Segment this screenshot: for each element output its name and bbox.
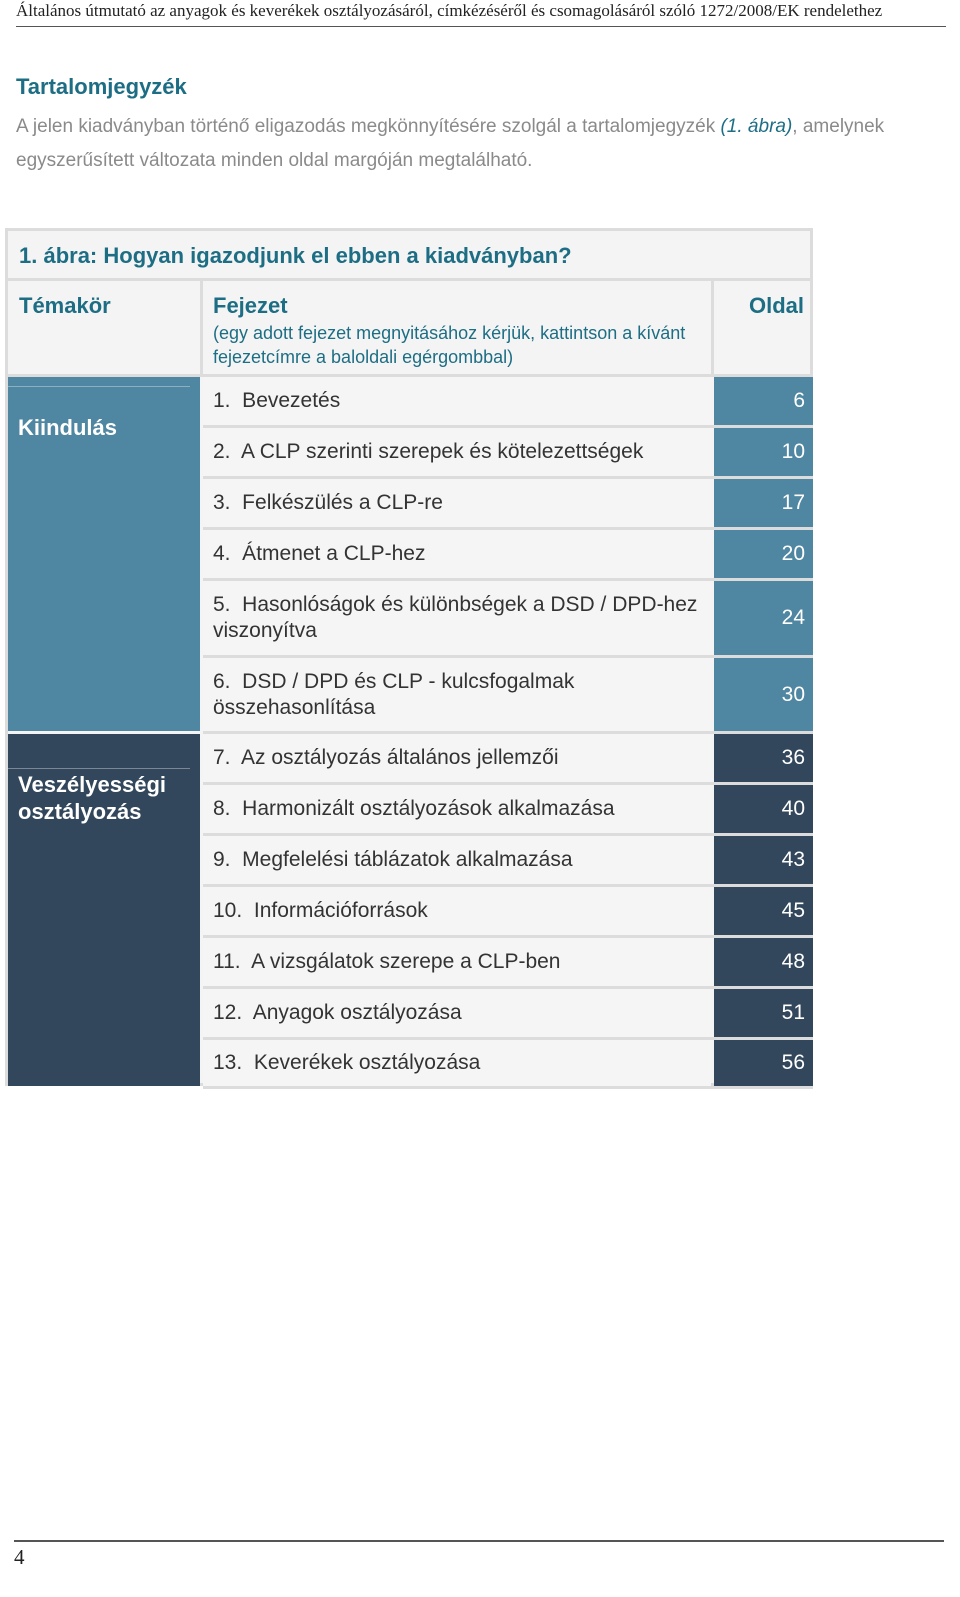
page-number: 4 (14, 1545, 25, 1569)
intro-text-before: A jelen kiadványban történő eligazodás megkönnyítésére szolgál a tartalomjegyzék (16, 116, 721, 137)
topic-label: Kiindulás (18, 415, 118, 440)
chapter-link[interactable] (203, 836, 711, 884)
toc-row (203, 428, 813, 479)
intro-paragraph (16, 110, 916, 178)
column-header-page: Oldal (749, 293, 805, 318)
section-title: Tartalomjegyzék (16, 74, 187, 99)
chapter-title: 3. Felkészülés a CLP-re (213, 491, 443, 514)
intro-text-after: , amelynek egyszerűsített változata minden oldal margóján megtalálható. (16, 116, 885, 171)
topic-divider (8, 386, 190, 387)
toc-row (203, 734, 813, 785)
chapter-page-number[interactable]: 56 (714, 1040, 813, 1086)
chapter-title: 4. Átmenet a CLP-hez (213, 542, 426, 565)
topic-block-veszelyessegi-osztalyozas (8, 734, 200, 1086)
toc-row (203, 1040, 813, 1089)
header-divider (200, 281, 203, 376)
toc-row (203, 658, 813, 734)
chapter-title: 5. Hasonlóságok és különbségek a DSD / DPD-hez viszonyítva (213, 593, 704, 642)
toc-row (203, 581, 813, 658)
footer-divider (14, 1540, 944, 1542)
toc-figure (5, 228, 813, 1086)
chapter-title: 1. Bevezetés (213, 389, 341, 412)
chapter-title: 11. A vizsgálatok szerepe a CLP-ben (213, 950, 561, 973)
chapter-title: 6. DSD / DPD és CLP - kulcsfogalmak összehasonlítása (213, 669, 581, 719)
chapter-title: 13. Keverékek osztályozása (213, 1051, 481, 1074)
chapter-page-number[interactable]: 24 (714, 581, 813, 655)
caption-divider (8, 278, 810, 281)
toc-row (203, 989, 813, 1040)
chapter-page-number[interactable]: 45 (714, 887, 813, 935)
column-header-chapter-note: (egy adott fejezet megnyitásához kérjük, kattintson a kívánt fejezetcímre a baloldali egérgombbal) (213, 323, 686, 367)
column-header-topic: Témakör (19, 293, 111, 318)
chapter-page-number[interactable]: 43 (714, 836, 813, 884)
toc-row (203, 530, 813, 581)
chapter-title: 10. Információforrások (213, 899, 428, 922)
chapter-page-number[interactable]: 30 (714, 658, 813, 731)
toc-row (203, 938, 813, 989)
topic-block-kiindulas (8, 377, 200, 731)
toc-row (203, 836, 813, 887)
chapter-link[interactable] (203, 989, 711, 1037)
chapter-link[interactable] (203, 479, 711, 527)
running-header: Általános útmutató az anyagok és keverékek osztályozásáról, címkézéséről és csomagolásáról szóló 1272/2008/EK rendelethez (16, 0, 946, 27)
chapter-page-number[interactable]: 10 (714, 428, 813, 476)
topic-divider (8, 768, 190, 769)
chapter-link[interactable] (203, 887, 711, 935)
header-divider (711, 281, 714, 376)
chapter-page-number[interactable]: 40 (714, 785, 813, 833)
chapter-link[interactable] (203, 938, 711, 986)
chapter-link[interactable] (203, 581, 711, 655)
chapter-link[interactable] (203, 785, 711, 833)
column-header-chapter (213, 293, 708, 369)
chapter-title: 8. Harmonizált osztályozások alkalmazása (213, 797, 615, 820)
figure-caption: 1. ábra: Hogyan igazodjunk el ebben a kiadványban? (19, 243, 572, 268)
toc-row (203, 887, 813, 938)
column-header-chapter-title: Fejezet (213, 293, 288, 318)
row-divider (203, 1086, 813, 1089)
chapter-link[interactable] (203, 428, 711, 476)
toc-row (203, 479, 813, 530)
chapter-page-number[interactable]: 20 (714, 530, 813, 578)
chapter-page-number[interactable]: 17 (714, 479, 813, 527)
chapter-link[interactable] (203, 658, 711, 731)
figure-reference-link[interactable]: (1. ábra) (720, 116, 793, 137)
chapter-page-number[interactable]: 36 (714, 734, 813, 782)
chapter-link[interactable] (203, 734, 711, 782)
chapter-link[interactable] (203, 1040, 711, 1086)
chapter-link[interactable] (203, 530, 711, 578)
chapter-title: 9. Megfelelési táblázatok alkalmazása (213, 848, 573, 871)
chapter-title: 12. Anyagok osztályozása (213, 1001, 462, 1024)
topic-label: Veszélyességi osztályozás (18, 772, 167, 824)
chapter-page-number[interactable]: 51 (714, 989, 813, 1037)
chapter-page-number[interactable]: 48 (714, 938, 813, 986)
chapter-link[interactable] (203, 377, 711, 425)
chapter-title: 2. A CLP szerinti szerepek és kötelezettségek (213, 440, 644, 463)
toc-row (203, 785, 813, 836)
chapter-title: 7. Az osztályozás általános jellemzői (213, 746, 559, 769)
chapter-page-number[interactable]: 6 (714, 377, 813, 425)
toc-row (203, 377, 813, 428)
